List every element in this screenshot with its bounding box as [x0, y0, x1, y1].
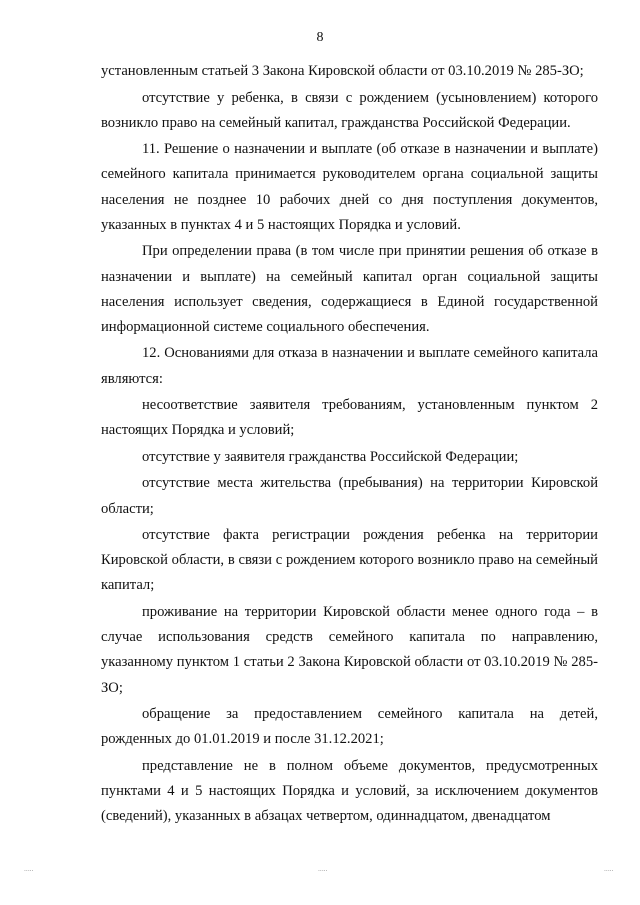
- paragraph-residence-under-year: проживание на территории Кировской области менее одного года – в случае использования средств семейного капитала по направлению, указанному пунктом 1 статьи 2 Закона Кировской области от 03.10.2019 № 285-ЗО;: [101, 603, 598, 696]
- paragraph-no-birth-registration: отсутствие факта регистрации рождения ребенка на территории Кировской области, в связи с рождением которого возникло право на семейный капитал;: [101, 527, 598, 594]
- paragraph-continuation: установленным статьей 3 Закона Кировской области от 03.10.2019 № 285-ЗО;: [101, 63, 584, 79]
- paragraph-noncompliance: несоответствие заявителя требованиям, установленным пунктом 2 настоящих Порядка и условий;: [101, 397, 598, 439]
- paragraph-right-determination: При определении права (в том числе при принятии решения об отказе в назначении и выплате) на семейный капитал орган социальной защиты населения использует сведения, содержащиеся в Единой государственной информационной системе социального обеспечения.: [101, 243, 598, 335]
- paragraph-birth-dates: обращение за предоставлением семейного капитала на детей, рожденных до 01.01.2019 и после 31.12.2021;: [101, 706, 598, 748]
- scan-artifact: .....: [24, 866, 34, 873]
- paragraph-item-12: 12. Основаниями для отказа в назначении и выплате семейного капитала являются:: [101, 345, 598, 387]
- scan-artifact: .....: [604, 866, 614, 873]
- paragraph-incomplete-documents: представление не в полном объеме документов, предусмотренных пунктами 4 и 5 настоящих Порядка и условий, за исключением документов (сведений), указанных в абзацах четвертом, одиннадцатом, двенадцатом: [101, 757, 598, 825]
- paragraph-no-citizenship-applicant: отсутствие у заявителя гражданства Российской Федерации;: [142, 448, 519, 465]
- document-body: [101, 59, 598, 831]
- page-number: 8: [316, 30, 324, 45]
- paragraph-no-citizenship-child: отсутствие у ребенка, в связи с рождением (усыновлением) которого возникло право на семейный капитал, гражданства Российской Федерации.: [101, 89, 598, 131]
- paragraph-item-11: 11. Решение о назначении и выплате (об отказе в назначении и выплате) семейного капитала принимается руководителем органа социальной защиты населения не позднее 10 рабочих дней со дня поступления документов, указанных в пунктах 4 и 5 настоящих Порядка и условий.: [101, 141, 598, 233]
- paragraph-no-residence: отсутствие места жительства (пребывания) на территории Кировской области;: [101, 475, 598, 517]
- scan-artifact: .....: [318, 866, 328, 873]
